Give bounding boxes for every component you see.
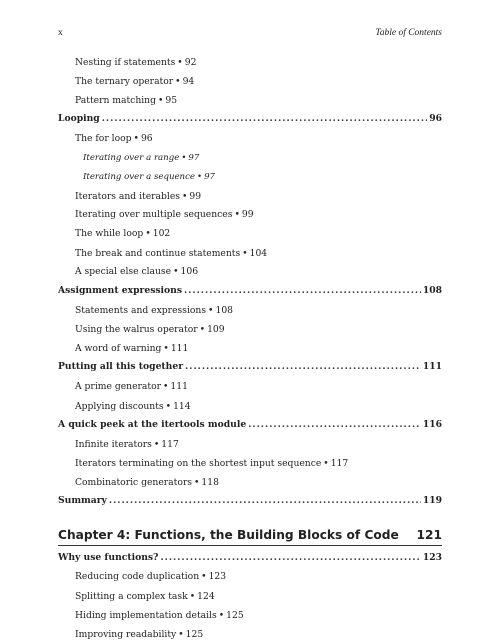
toc-subsection-entry: [75, 190, 442, 204]
entry-title: The break and continue statements: [75, 248, 241, 259]
entry-title: A prime generator: [75, 381, 161, 392]
entry-page: 99: [241, 209, 254, 220]
toc-subsection-entry: [75, 628, 442, 642]
toc-subsection-entry: [75, 94, 442, 108]
dot-leader: [109, 494, 421, 508]
bullet-icon: •: [193, 477, 200, 488]
entry-page: 124: [197, 591, 215, 602]
entry-title: Assignment expressions: [58, 285, 183, 296]
entry-title: A quick peek at the itertools module: [58, 419, 247, 430]
entry-page: 94: [182, 76, 195, 87]
bullet-icon: •: [163, 381, 169, 392]
entry-title: Combinatoric generators: [75, 477, 192, 488]
toc-section-entry: [58, 418, 442, 432]
toc-subsection-entry: [75, 227, 442, 241]
dot-leader: [160, 551, 420, 565]
entry-title: Iterating over multiple sequences: [75, 209, 233, 220]
bullet-icon: •: [175, 76, 181, 87]
bullet-icon: •: [145, 228, 151, 239]
entry-title: A word of warning: [75, 343, 162, 354]
entry-page: 118: [201, 477, 219, 488]
entry-title: Reducing code duplication: [75, 571, 200, 582]
entry-page: 116: [422, 419, 442, 430]
entry-title: Iterating over a range: [83, 153, 180, 163]
bullet-icon: •: [133, 133, 139, 144]
toc-subsection-entry: [75, 590, 442, 604]
bullet-icon: •: [157, 95, 164, 106]
bullet-icon: •: [177, 57, 183, 68]
entry-title: Why use functions?: [58, 552, 159, 563]
chapter-title: Chapter 4: Functions, the Building Blocks of Code: [58, 528, 399, 542]
toc-subsection-entry: [75, 265, 442, 279]
bullet-icon: •: [181, 191, 188, 202]
chapter-underline: [58, 545, 442, 546]
entry-page: 123: [422, 552, 442, 563]
bullet-icon: •: [173, 266, 179, 277]
chapter-page: 121: [416, 528, 442, 542]
page-header: [58, 28, 442, 42]
bullet-icon: •: [199, 324, 206, 335]
toc-section-entry: [58, 284, 442, 298]
entry-page: 97: [188, 153, 200, 163]
bullet-icon: •: [208, 305, 214, 316]
toc-subsection-entry: [75, 380, 442, 394]
toc-subsection-entry: [75, 400, 442, 414]
bullet-icon: •: [234, 209, 240, 220]
dot-leader: [185, 360, 421, 374]
entry-page: 109: [207, 324, 225, 335]
entry-page: 111: [422, 361, 442, 372]
dot-leader: [184, 284, 421, 298]
toc-subsection-entry: [75, 132, 442, 146]
entry-page: 102: [152, 228, 171, 239]
entry-title: Iterators and iterables: [75, 191, 180, 202]
bullet-icon: •: [163, 343, 169, 354]
entry-page: 108: [422, 285, 442, 296]
entry-title: Summary: [58, 495, 107, 506]
entry-title: The while loop: [75, 228, 144, 239]
bullet-icon: •: [323, 458, 329, 469]
toc-section-entry: [58, 494, 442, 508]
toc-subsection-entry: [75, 75, 442, 89]
dot-leader: [102, 112, 427, 126]
toc-subsection-entry: [75, 342, 442, 356]
entry-title: Applying discounts: [75, 401, 164, 412]
bullet-icon: •: [242, 248, 248, 259]
toc-subsection-entry: [75, 476, 442, 490]
entry-page: 117: [330, 458, 349, 469]
entry-title: Iterators terminating on the shortest input sequence: [75, 458, 322, 469]
running-title: Table of Contents: [375, 28, 442, 38]
entry-page: 106: [180, 266, 199, 277]
entry-page: 111: [170, 343, 189, 354]
entry-page: 119: [422, 495, 442, 506]
entry-page: 125: [226, 610, 244, 621]
entry-title: A special else clause: [75, 266, 172, 277]
entry-title: Iterating over a sequence: [83, 172, 195, 182]
toc-subsection-entry: [75, 457, 442, 471]
entry-page: 95: [165, 95, 178, 106]
entry-title: Putting all this together: [58, 361, 184, 372]
dot-leader: [248, 418, 421, 432]
toc-section-entry: [58, 551, 442, 565]
toc-section-entry: [58, 360, 442, 374]
toc-subsection-entry: [75, 323, 442, 337]
entry-title: Splitting a complex task: [75, 591, 188, 602]
entry-page: 104: [249, 248, 268, 259]
toc-subsection-entry: [75, 609, 442, 623]
toc-section-entry: [58, 112, 442, 126]
entry-title: Using the walrus operator: [75, 324, 198, 335]
entry-page: 111: [170, 381, 188, 392]
entry-title: Looping: [58, 113, 100, 124]
entry-title: Improving readability: [75, 629, 177, 640]
entry-page: 125: [185, 629, 204, 640]
entry-title: The for loop: [75, 133, 132, 144]
entry-title: Nesting if statements: [75, 57, 176, 68]
toc-subsubsection-entry: [83, 170, 442, 184]
entry-title: Hiding implementation details: [75, 610, 217, 621]
toc-subsection-entry: [75, 56, 442, 70]
entry-title: Infinite iterators: [75, 439, 152, 450]
bullet-icon: •: [178, 629, 184, 640]
entry-page: 92: [184, 57, 197, 68]
page-number: x: [58, 28, 63, 38]
toc-subsection-entry: [75, 247, 442, 261]
bullet-icon: •: [201, 571, 207, 582]
entry-page: 99: [189, 191, 202, 202]
entry-title: Statements and expressions: [75, 305, 207, 316]
bullet-icon: •: [189, 591, 196, 602]
entry-title: Pattern matching: [75, 95, 156, 106]
bullet-icon: •: [197, 172, 203, 182]
toc-subsection-entry: [75, 208, 442, 222]
toc-chapter-entry: [58, 526, 442, 544]
entry-page: 108: [215, 305, 234, 316]
entry-page: 97: [204, 172, 216, 182]
bullet-icon: •: [181, 153, 187, 163]
bullet-icon: •: [165, 401, 172, 412]
toc-subsection-entry: [75, 304, 442, 318]
entry-page: 96: [140, 133, 153, 144]
entry-page: 96: [429, 113, 442, 124]
entry-page: 114: [173, 401, 191, 412]
toc-subsubsection-entry: [83, 151, 442, 165]
toc-subsection-entry: [75, 570, 442, 584]
bullet-icon: •: [218, 610, 225, 621]
entry-title: The ternary operator: [75, 76, 174, 87]
bullet-icon: •: [153, 439, 160, 450]
entry-page: 117: [161, 439, 179, 450]
toc-subsection-entry: [75, 438, 442, 452]
entry-page: 123: [208, 571, 227, 582]
